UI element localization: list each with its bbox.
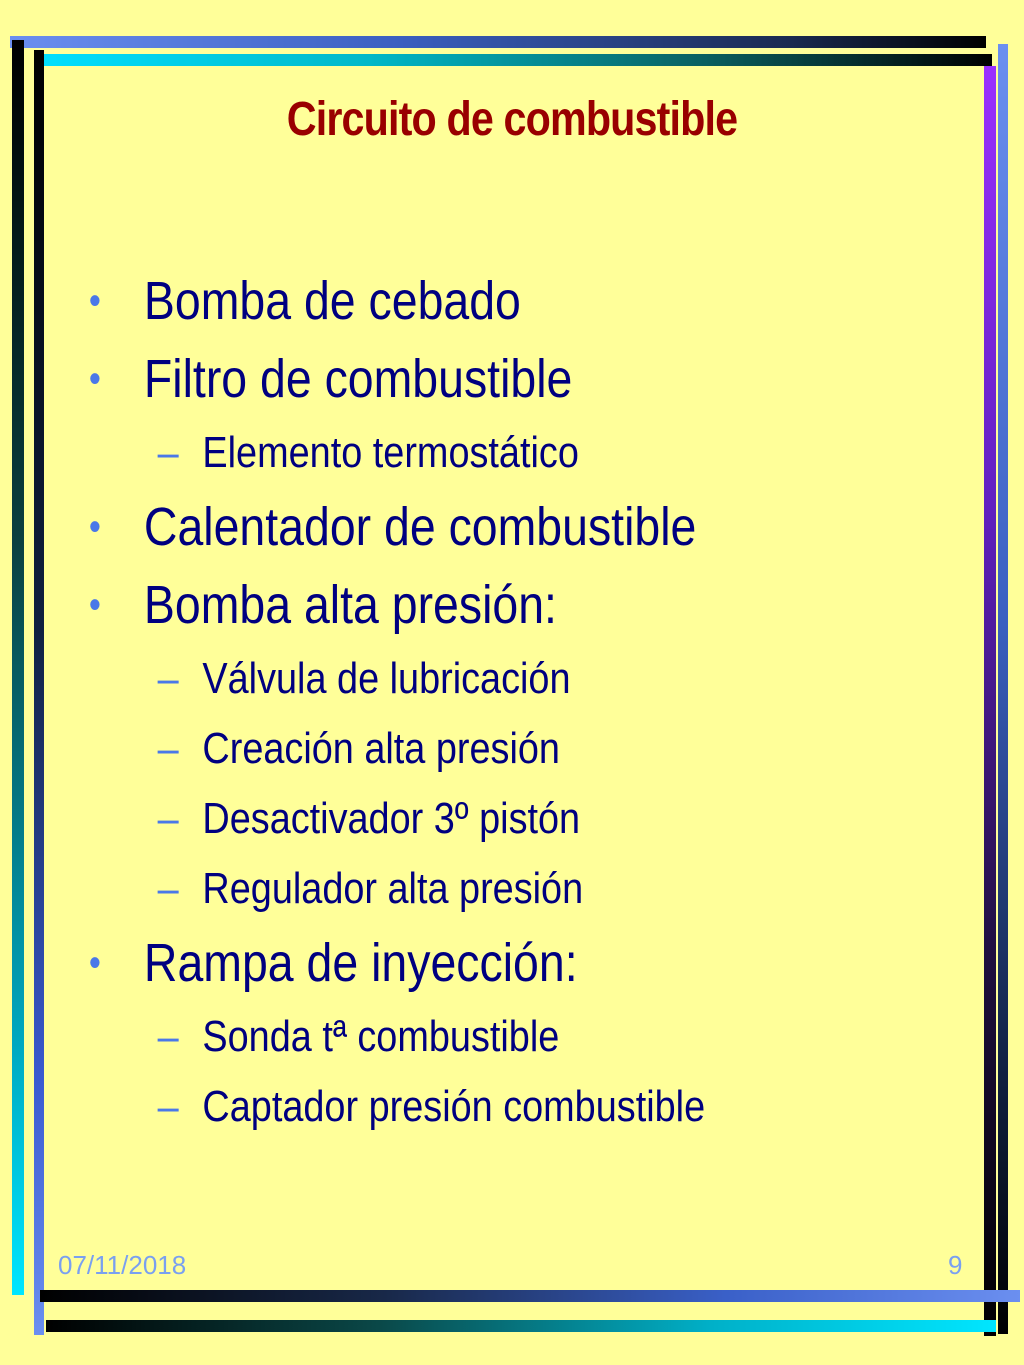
sub-bullet-text: Válvula de lubricación	[202, 654, 571, 703]
bullet-text: Rampa de inyección:	[143, 933, 578, 993]
bullet-marker: •	[88, 505, 101, 549]
sub-bullet-text: Creación alta presión	[202, 724, 560, 773]
sub-bullet-text: Sonda tª combustible	[202, 1012, 560, 1061]
sub-bullet-item	[82, 418, 856, 488]
sub-bullet-item	[82, 714, 856, 784]
bullet-item	[82, 488, 856, 566]
slide-title: Circuito de combustible	[286, 93, 738, 146]
dash-marker: –	[157, 654, 179, 703]
bullet-item	[82, 262, 856, 340]
frame-bar-left-outer	[12, 40, 24, 1295]
bullet-marker: •	[88, 583, 101, 627]
dash-marker: –	[157, 724, 179, 773]
bullet-text: Filtro de combustible	[143, 349, 573, 409]
frame-bar-right-outer	[998, 44, 1008, 1334]
frame-bar-top-outer	[10, 36, 986, 48]
frame-bar-left-inner	[34, 50, 44, 1335]
dash-marker: –	[157, 428, 179, 477]
bullet-marker: •	[88, 357, 101, 401]
dash-marker: –	[157, 1082, 179, 1131]
dash-marker: –	[157, 864, 179, 913]
sub-bullet-text: Elemento termostático	[202, 428, 579, 477]
sub-bullet-item	[82, 784, 856, 854]
bullet-text: Bomba alta presión:	[143, 575, 557, 635]
frame-bar-bottom-inner	[40, 1290, 1020, 1302]
sub-bullet-text: Desactivador 3º pistón	[202, 794, 581, 843]
dash-marker: –	[157, 794, 179, 843]
bullet-text: Bomba de cebado	[143, 271, 521, 331]
frame-bar-bottom-outer	[46, 1320, 996, 1332]
sub-bullet-text: Captador presión combustible	[202, 1082, 706, 1131]
bullet-list	[82, 262, 982, 1142]
bullet-item	[82, 566, 856, 644]
bullet-item	[82, 340, 856, 418]
sub-bullet-item	[82, 1002, 856, 1072]
bullet-marker: •	[88, 279, 101, 323]
sub-bullet-item	[82, 854, 856, 924]
frame-bar-top-inner	[34, 54, 992, 66]
bullet-marker: •	[88, 941, 101, 985]
sub-bullet-item	[82, 644, 856, 714]
bullet-item	[82, 924, 856, 1002]
frame-bar-right-inner	[984, 66, 996, 1336]
footer-date: 07/11/2018	[58, 1250, 187, 1280]
sub-bullet-item	[82, 1072, 856, 1142]
footer-page-number: 9	[948, 1250, 963, 1280]
bullet-text: Calentador de combustible	[143, 497, 697, 557]
dash-marker: –	[157, 1012, 179, 1061]
sub-bullet-text: Regulador alta presión	[202, 864, 584, 913]
